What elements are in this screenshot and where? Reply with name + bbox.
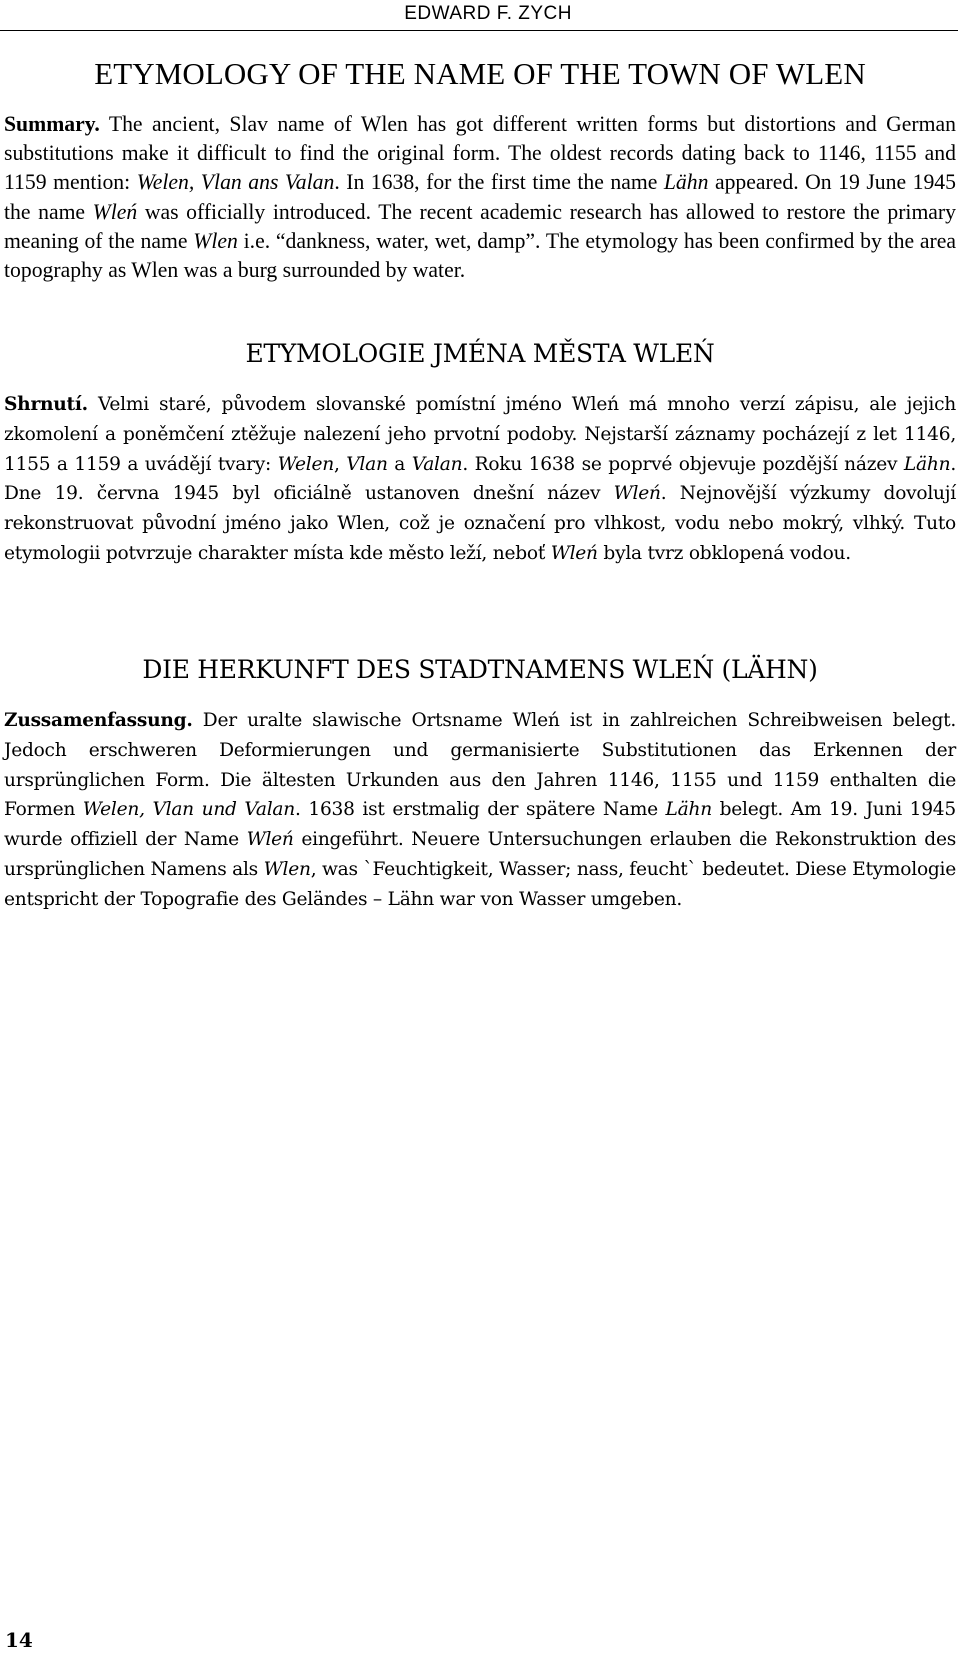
german-text-3: belegt. Am 19. Juni 1945 wurde offiziell der Name [4, 799, 956, 851]
german-italic-1: Welen, Vlan und Valan [82, 799, 295, 821]
czech-text-1: Velmi staré, původem slovanské pomístní jméno Wleń má mnoho verzí zápisu, ale jejich zkomolení a poněmčení ztěžuje nalezení jeho prvotní podoby. Nejstarší záznamy pocházejí z let 1146, 1155 a 1159 a uvádějí tvary: [4, 394, 956, 475]
german-text-2: . 1638 ist erstmalig der spätere Name [294, 799, 666, 821]
english-text-1: The ancient, Slav name of Wlen has got different written forms but distortions and German substitutions make it difficult to find the original form. The oldest records dating back to 1146, 1155 and 1159 mention: [4, 112, 956, 195]
english-text-2: . In 1638, for the first time the name [334, 170, 664, 195]
zusammenfassung-label: Zussamenfassung. [4, 710, 193, 731]
german-text-1: Der uralte slawische Ortsname Wleń ist in zahlreichen Schreibweisen belegt. Jedoch erschweren Deformierungen und germanisierte Substitutionen das Erkennen der ursprünglichen Form. Die ältesten Urkunden aus den Jahren 1146, 1155 und 1159 enthalten die Formen [4, 710, 956, 821]
english-italic-2: Lähn [663, 170, 709, 195]
english-italic-1: Welen, Vlan ans Valan [136, 170, 335, 195]
czech-italic-2: Vlan [346, 453, 388, 475]
english-title: ETYMOLOGY OF THE NAME OF THE TOWN OF WLEN [94, 56, 866, 91]
english-italic-3: Wleń [92, 199, 138, 224]
czech-italic-1: Welen [277, 453, 334, 475]
czech-text-3: a [387, 453, 412, 475]
czech-title: ETYMOLOGIE JMÉNA MĚSTA WLEŃ [245, 339, 715, 368]
czech-italic-3: Valan [411, 453, 463, 475]
czech-text-4: . Roku 1638 se poprvé objevuje pozdější název [462, 453, 904, 475]
german-section [4, 654, 956, 915]
czech-summary [4, 390, 956, 569]
czech-text-6: . Nejnovější výzkumy dovolují rekonstruovat původní jméno jako Wlen, což je označení pro vlhkost, vodu nebo mokrý, vlhký. Tuto etymologii potvrzuje charakter místa kde město leží, neboť [4, 483, 956, 564]
czech-italic-4: Lähn [903, 453, 951, 475]
english-summary [4, 110, 956, 285]
german-summary [4, 706, 956, 915]
page-number: 14 [5, 1628, 33, 1652]
german-italic-2: Lähn [665, 799, 712, 821]
english-text-5: i.e. “dankness, water, wet, damp”. The etymology has been confirmed by the area topography as Wlen was a burg surrounded by water. [4, 228, 956, 283]
german-italic-3: Wleń [246, 829, 294, 851]
english-italic-4: Wlen [193, 228, 238, 253]
english-text-3: appeared. On 19 June 1945 the name [4, 170, 956, 224]
czech-section [4, 338, 956, 569]
czech-italic-6: Wleń [550, 542, 598, 564]
czech-italic-5: Wleń [613, 483, 661, 505]
running-head [0, 2, 958, 31]
german-text-5: , was `Feuchtigkeit, Wasser; nass, feucht` bedeutet. Diese Etymologie entspricht der Topografie des Geländes – Lähn war von Wasser umgeben. [4, 858, 956, 910]
czech-text-5: . Dne 19. června 1945 byl oficiálně ustanoven dnešní název [4, 453, 956, 505]
running-head-author: EDWARD F. ZYCH [404, 3, 572, 24]
german-text-4: eingeführt. Neuere Untersuchungen erlauben die Rekonstruktion des ursprünglichen Namens als [4, 829, 956, 880]
czech-text-7: byla tvrz obklopená vodou. [597, 542, 851, 564]
czech-text-2: , [333, 453, 347, 475]
german-title: DIE HERKUNFT DES STADTNAMENS WLEŃ (LÄHN) [142, 655, 818, 684]
german-italic-4: Wlen [263, 858, 311, 880]
english-text-4: was officially introduced. The recent academic research has allowed to restore the primary meaning of the name [4, 199, 956, 253]
summary-label: Summary. [4, 112, 100, 136]
english-section [4, 58, 956, 285]
shrnuti-label: Shrnutí. [4, 394, 88, 415]
